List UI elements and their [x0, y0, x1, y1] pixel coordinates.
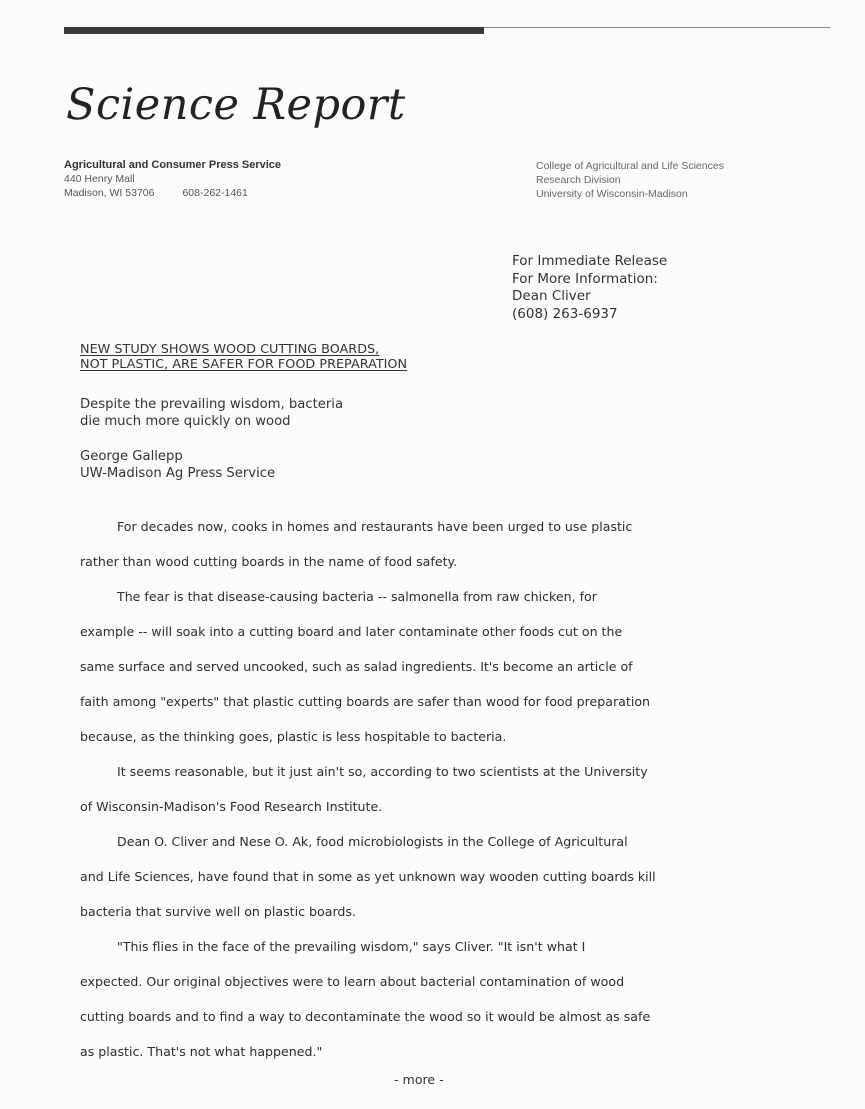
body-line: same surface and served uncooked, such as salad ingredients. It's become an article of [80, 659, 633, 674]
body-line: expected. Our original objectives were to learn about bacterial contamination of wood [80, 974, 625, 989]
college-line-3: University of Wisconsin-Madison [536, 188, 688, 200]
press-service-phone: 608-262-1461 [182, 187, 248, 199]
body-line: and Life Sciences, have found that in some as yet unknown way wooden cutting boards kill [80, 869, 656, 884]
header-rule-thin [484, 27, 830, 28]
body-line: cutting boards and to find a way to decontaminate the wood so it would be almost as safe [80, 1009, 651, 1024]
masthead-title: Science Report [66, 80, 406, 130]
press-service-name: Agricultural and Consumer Press Service [64, 159, 282, 171]
release-line-1: For Immediate Release [512, 253, 668, 269]
headline-line-2: NOT PLASTIC, ARE SAFER FOR FOOD PREPARATION [80, 357, 408, 372]
article-headline [80, 342, 407, 372]
body-line: rather than wood cutting boards in the name of food safety. [80, 554, 458, 569]
subhead-line-1: Despite the prevailing wisdom, bacteria [80, 397, 344, 412]
body-line: For decades now, cooks in homes and restaurants have been urged to use plastic [117, 519, 633, 534]
body-line: Dean O. Cliver and Nese O. Ak, food microbiologists in the College of Agricultural [117, 834, 628, 849]
article-byline [80, 448, 275, 482]
college-line-2: Research Division [536, 174, 621, 186]
release-contact-block [512, 253, 667, 323]
headline-line-1: NEW STUDY SHOWS WOOD CUTTING BOARDS, [80, 342, 380, 357]
byline-org: UW-Madison Ag Press Service [80, 466, 276, 481]
body-line: of Wisconsin-Madison's Food Research Institute. [80, 799, 383, 814]
press-service-block [64, 158, 281, 200]
press-service-city-phone [64, 186, 281, 200]
body-line: "This flies in the face of the prevailing wisdom," says Cliver. "It isn't what I [117, 939, 586, 954]
body-line: bacteria that survive well on plastic boards. [80, 904, 356, 919]
release-contact-phone: (608) 263-6937 [512, 305, 618, 322]
release-line-2: For More Information: [512, 270, 658, 287]
header-rule-thick [64, 27, 484, 34]
body-line: It seems reasonable, but it just ain't so, according to two scientists at the University [117, 764, 648, 779]
body-line: The fear is that disease-causing bacteria -- salmonella from raw chicken, for [117, 589, 597, 604]
press-service-address: 440 Henry Mall [64, 173, 135, 185]
subhead-line-2: die much more quickly on wood [80, 414, 291, 429]
college-block [536, 159, 724, 201]
byline-author: George Gallepp [80, 449, 183, 464]
college-line-1: College of Agricultural and Life Sciences [536, 160, 724, 172]
continued-marker: - more - [394, 1072, 444, 1087]
article-subhead [80, 396, 343, 430]
press-service-city: Madison, WI 53706 [64, 187, 155, 199]
article-body [80, 509, 800, 1069]
body-line: because, as the thinking goes, plastic is less hospitable to bacteria. [80, 729, 507, 744]
release-contact-name: Dean Cliver [512, 288, 591, 304]
body-line: faith among "experts" that plastic cutting boards are safer than wood for food preparation [80, 694, 651, 709]
body-line: as plastic. That's not what happened." [80, 1044, 323, 1059]
body-line: example -- will soak into a cutting board and later contaminate other foods cut on the [80, 624, 623, 639]
